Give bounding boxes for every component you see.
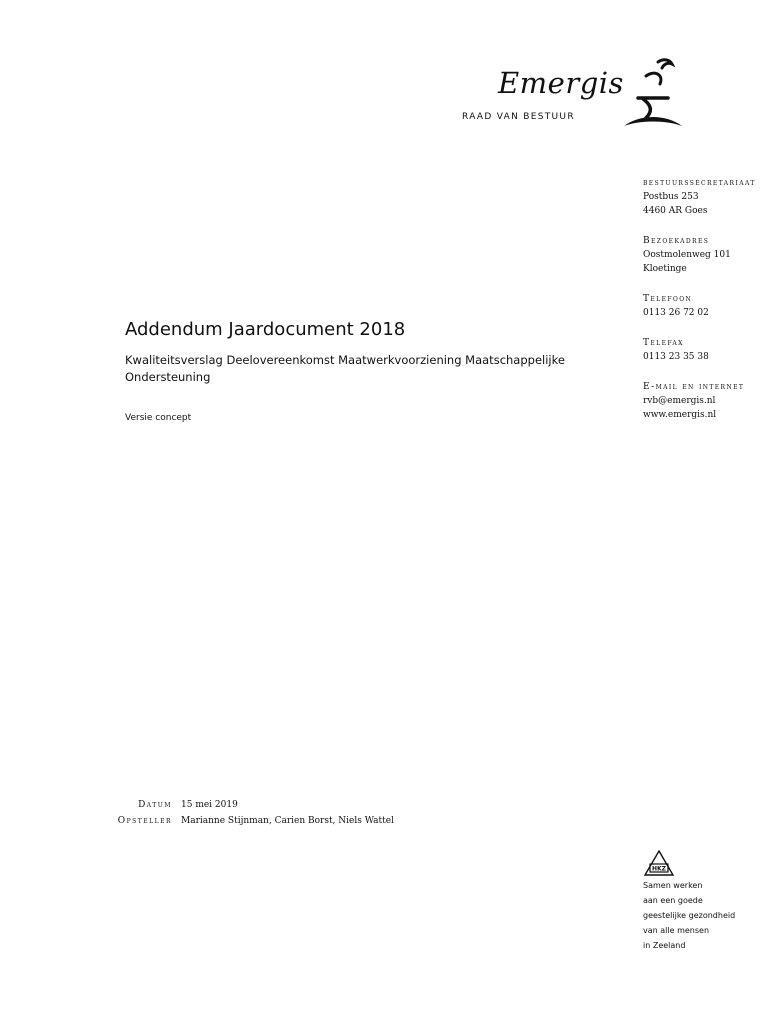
- emergis-logo-icon: [620, 56, 686, 134]
- sidebar-line: 0113 26 72 02: [643, 308, 709, 318]
- hkz-certification-icon: [643, 849, 675, 877]
- author-value: Marianne Stijnman, Carien Borst, Niels Wattel: [181, 816, 394, 826]
- sidebar-section-email-internet: [643, 380, 744, 422]
- slogan-line: aan een goede: [643, 896, 703, 905]
- sidebar-line: Oostmolenweg 101: [643, 250, 731, 260]
- date-value: 15 mei 2019: [181, 800, 238, 810]
- sidebar-heading: Bezoekadres: [643, 236, 710, 246]
- logo-wordmark: Emergis: [498, 66, 624, 100]
- sidebar-heading: bestuurssecretariaat: [643, 178, 756, 188]
- sidebar-section-phone: [643, 292, 709, 320]
- sidebar-line: 0113 23 35 38: [643, 352, 709, 362]
- sidebar-heading: Telefoon: [643, 294, 693, 304]
- document-version: Versie concept: [125, 413, 192, 423]
- slogan-line: geestelijke gezondheid: [643, 911, 736, 920]
- logo-subtitle: RAAD VAN BESTUUR: [462, 112, 575, 122]
- sidebar-heading: Telefax: [643, 338, 684, 348]
- sidebar-email-link[interactable]: rvb@emergis.nl: [643, 396, 716, 406]
- sidebar-line: Postbus 253: [643, 192, 699, 202]
- date-label: Datum: [138, 800, 172, 810]
- hkz-badge-text: HKZ: [651, 865, 667, 873]
- slogan-line: van alle mensen: [643, 926, 710, 935]
- sidebar-website-link[interactable]: www.emergis.nl: [643, 410, 717, 420]
- sidebar-section-fax: [643, 336, 709, 364]
- sidebar-line: 4460 AR Goes: [643, 206, 708, 216]
- sidebar-section-visit-address: [643, 234, 731, 276]
- sidebar-section-secretariat: [643, 176, 756, 218]
- slogan-line: Samen werken: [643, 881, 703, 890]
- sidebar-heading: E-mail en internet: [643, 382, 745, 392]
- author-label: Opsteller: [117, 816, 172, 826]
- document-title: Addendum Jaardocument 2018: [125, 319, 406, 340]
- slogan-line: in Zeeland: [643, 941, 686, 950]
- document-subtitle: Kwaliteitsverslag Deelovereenkomst Maatwerkvoorziening Maatschappelijke Ondersteuning: [125, 353, 565, 384]
- sidebar-line: Kloetinge: [643, 264, 687, 274]
- slogan: [643, 878, 735, 953]
